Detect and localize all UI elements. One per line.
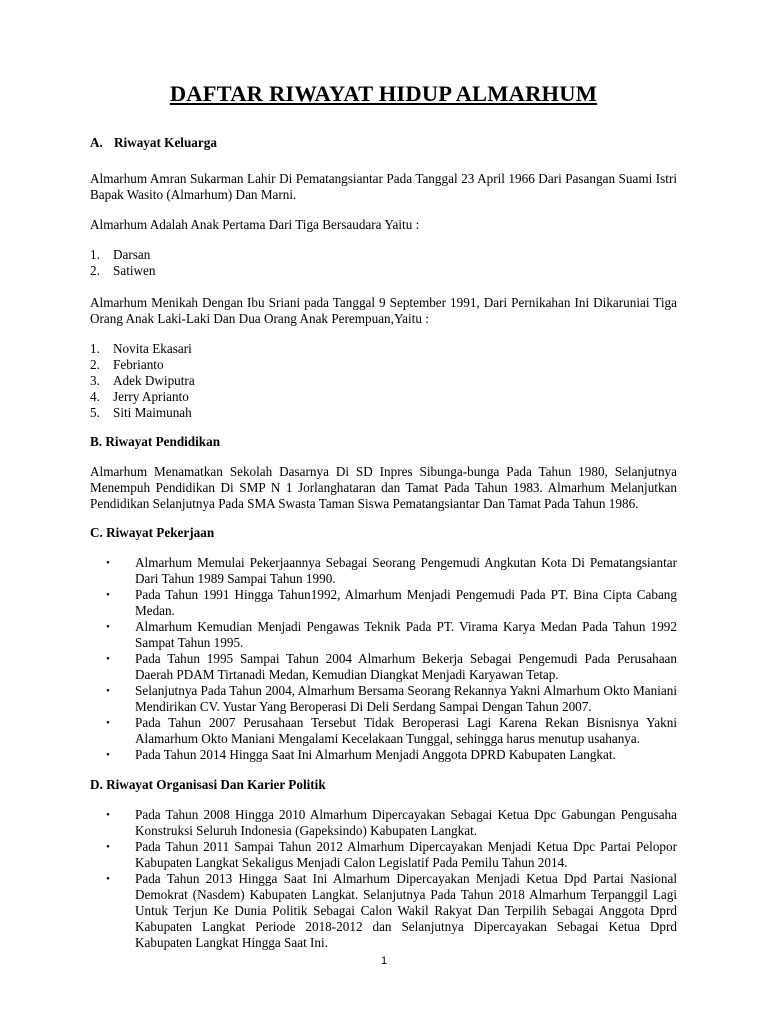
list-item — [90, 683, 677, 715]
list-number: 1. — [90, 341, 100, 356]
list-number: 3. — [90, 373, 100, 388]
list-text: Pada Tahun 1991 Hingga Tahun1992, Almarhum Menjadi Pengemudi Pada PT. Bina Cipta Cabang Medan. — [135, 587, 677, 618]
list-item — [90, 807, 677, 839]
document-title: DAFTAR RIWAYAT HIDUP ALMARHUM — [169, 81, 598, 106]
section-b-heading: B. Riwayat Pendidikan — [90, 434, 221, 449]
list-number: 1. — [90, 247, 100, 262]
list-item — [90, 651, 677, 683]
bullet-icon: • — [106, 809, 110, 821]
list-item — [90, 357, 677, 373]
list-text: Adek Dwiputra — [113, 373, 195, 388]
document-content — [90, 80, 677, 951]
section-c-heading: C. Riwayat Pekerjaan — [90, 525, 215, 540]
list-number: 2. — [90, 357, 100, 372]
list-item — [90, 373, 677, 389]
section-a-paragraph-2: Almarhum Adalah Anak Pertama Dari Tiga Bersaudara Yaitu : — [90, 217, 420, 232]
organization-career-list — [90, 807, 677, 951]
list-number: 5. — [90, 405, 100, 420]
bullet-icon: • — [106, 621, 110, 633]
list-text: Pada Tahun 2007 Perusahaan Tersebut Tidak Beroperasi Lagi Karena Rekan Bisnisnya Yakni Alamarhum Okto Maniani Mengalami Kecelakaan Tunggal, sehingga harus menutup usahanya. — [135, 715, 677, 746]
section-a-heading — [90, 135, 677, 151]
bullet-icon: • — [106, 841, 110, 853]
list-item — [90, 619, 677, 651]
list-text: Jerry Aprianto — [113, 389, 189, 404]
bullet-icon: • — [106, 557, 110, 569]
list-text: Darsan — [113, 247, 151, 262]
bullet-icon: • — [106, 589, 110, 601]
children-list — [90, 341, 677, 421]
section-a-title: Riwayat Keluarga — [114, 135, 217, 150]
list-item — [90, 263, 677, 279]
list-item — [90, 715, 677, 747]
siblings-list — [90, 247, 677, 279]
list-item — [90, 389, 677, 405]
bullet-icon: • — [106, 685, 110, 697]
bullet-icon: • — [106, 749, 110, 761]
page-number: 1 — [380, 955, 388, 967]
work-history-list — [90, 555, 677, 763]
section-a-label: A. — [90, 135, 103, 150]
list-item — [90, 587, 677, 619]
list-text: Pada Tahun 2013 Hingga Saat Ini Almarhum Dipercayakan Menjadi Ketua Dpd Partai Nasional Demokrat (Nasdem) Kabupaten Langkat. Selanjutnya Pada Tahun 2018 Almarhum Terpanggil Lagi Untuk Terjun Ke Dunia Politik Sebagai Calon Wakil Rakyat Dan Terpilih Sebagai Anggota Dprd Kabupaten Langkat Periode 2018-2012 dan Selanjutnya Dipercayakan Sebagai Ketua Dprd Kabupaten Langkat Hingga Saat Ini. — [135, 871, 677, 950]
list-item — [90, 871, 677, 951]
section-b-paragraph: Almarhum Menamatkan Sekolah Dasarnya Di SD Inpres Sibunga-bunga Pada Tahun 1980, Selanjutnya Menempuh Pendidikan Di SMP N 1 Jorlanghataran dan Tamat Pada Tahun 1983. Almarhum Melanjutkan Pendidikan Selanjutnya Pada SMA Swasta Taman Siswa Pematangsiantar Dan Tamat Pada Tahun 1986. — [90, 464, 677, 511]
bullet-icon: • — [106, 873, 110, 885]
list-item — [90, 839, 677, 871]
list-text: Pada Tahun 2011 Sampai Tahun 2012 Almarhum Dipercayakan Menjadi Ketua Dpc Partai Pelopor Kabupaten Langkat Sekaligus Menjadi Calon Legislatif Pada Pemilu Tahun 2014. — [135, 839, 677, 870]
bullet-icon: • — [106, 717, 110, 729]
section-a-paragraph-1: Almarhum Amran Sukarman Lahir Di Pematangsiantar Pada Tanggal 23 April 1966 Dari Pasangan Suami Istri Bapak Wasito (Almarhum) Dan Marni. — [90, 171, 677, 202]
list-text: Pada Tahun 1995 Sampai Tahun 2004 Almarhum Bekerja Sebagai Pengemudi Pada Perusahaan Daerah PDAM Tirtanadi Medan, Kemudian Diangkat Menjadi Karyawan Tetap. — [135, 651, 677, 682]
list-text: Pada Tahun 2014 Hingga Saat Ini Almarhum Menjadi Anggota DPRD Kabupaten Langkat. — [135, 747, 616, 762]
list-text: Siti Maimunah — [113, 405, 192, 420]
list-item — [90, 747, 677, 763]
bullet-icon: • — [106, 653, 110, 665]
list-item — [90, 247, 677, 263]
list-number: 2. — [90, 263, 100, 278]
list-item — [90, 555, 677, 587]
list-text: Satiwen — [113, 263, 156, 278]
list-text: Selanjutnya Pada Tahun 2004, Almarhum Bersama Seorang Rekannya Yakni Almarhum Okto Maniani Mendirikan CV. Yustar Yang Beroperasi Di Deli Serdang Sampai Dengan Tahun 2007. — [135, 683, 677, 714]
list-text: Novita Ekasari — [113, 341, 192, 356]
list-item — [90, 405, 677, 421]
section-d-heading: D. Riwayat Organisasi Dan Karier Politik — [90, 777, 326, 792]
list-text: Febrianto — [113, 357, 164, 372]
list-text: Almarhum Kemudian Menjadi Pengawas Teknik Pada PT. Virama Karya Medan Pada Tahun 1992 Sampat Tahun 1995. — [135, 619, 677, 650]
list-number: 4. — [90, 389, 100, 404]
list-text: Almarhum Memulai Pekerjaannya Sebagai Seorang Pengemudi Angkutan Kota Di Pematangsiantar Dari Tahun 1989 Sampai Tahun 1990. — [135, 555, 677, 586]
list-text: Pada Tahun 2008 Hingga 2010 Almarhum Dipercayakan Sebagai Ketua Dpc Gabungan Pengusaha Konstruksi Seluruh Indonesia (Gapeksindo) Kabupaten Langkat. — [135, 807, 677, 838]
section-a-paragraph-3: Almarhum Menikah Dengan Ibu Sriani pada Tanggal 9 September 1991, Dari Pernikahan Ini Dikaruniai Tiga Orang Anak Laki-Laki Dan Dua Orang Anak Perempuan,Yaitu : — [90, 295, 677, 326]
list-item — [90, 341, 677, 357]
